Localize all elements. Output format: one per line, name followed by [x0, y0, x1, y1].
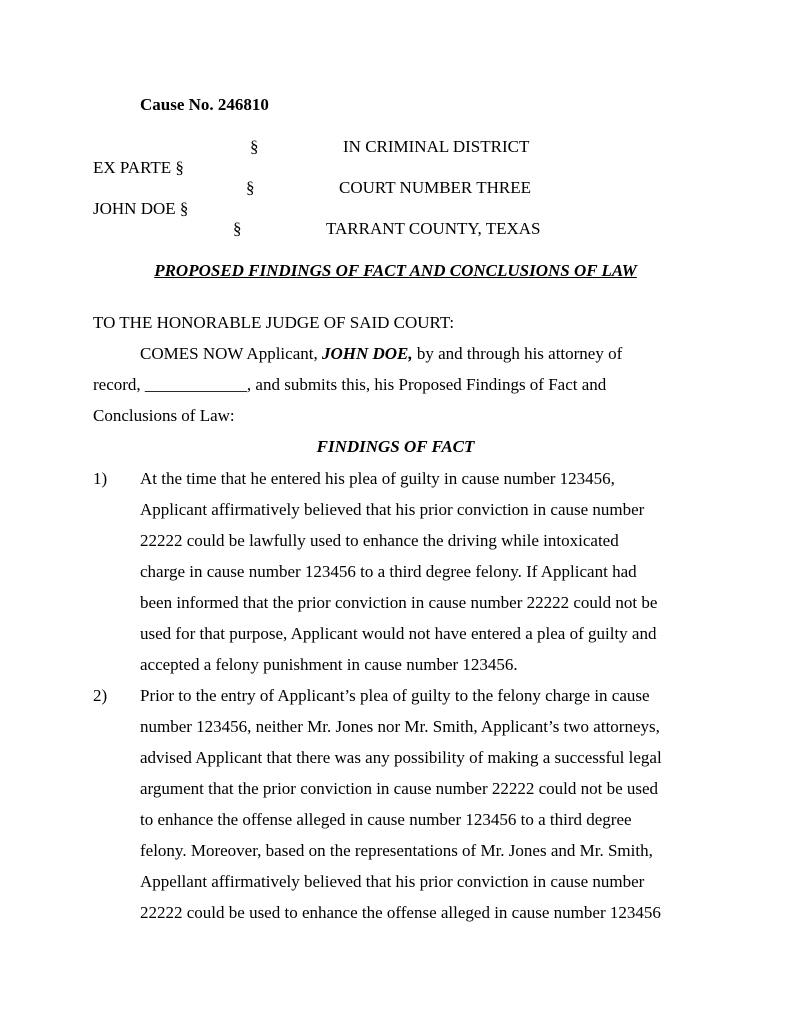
section-sign: § [246, 178, 255, 197]
caption-court-line-2: COURT NUMBER THREE [339, 178, 531, 197]
intro-text: by and through his attorney of [412, 344, 623, 363]
finding-line: argument that the prior conviction in cause number 22222 could not be used [140, 779, 659, 798]
finding-text [140, 463, 700, 680]
finding-line: to enhance the offense alleged in cause number 123456 to a third degree [140, 810, 632, 829]
finding-line: advised Applicant that there was any possibility of making a successful legal [140, 748, 662, 767]
finding-line: been informed that the prior conviction in cause number 22222 could not be [140, 593, 658, 612]
finding-line: Prior to the entry of Applicant’s plea of guilty to the felony charge in cause [140, 686, 650, 705]
caption-ex-parte [93, 158, 184, 178]
intro-text: COMES NOW Applicant, [140, 344, 322, 363]
cause-number: Cause No. 246810 [140, 95, 269, 114]
section-sign: § [233, 219, 242, 238]
finding-line: felony. Moreover, based on the representations of Mr. Jones and Mr. Smith, [140, 841, 653, 860]
finding-line: At the time that he entered his plea of guilty in cause number 123456, [140, 469, 615, 488]
section-sign: § [175, 158, 184, 177]
caption-party-name [93, 199, 188, 219]
caption-left-1: EX PARTE [93, 158, 172, 177]
section-sign: § [179, 199, 189, 218]
findings-heading: FINDINGS OF FACT [316, 437, 475, 456]
finding-line: accepted a felony punishment in cause number 123456. [140, 655, 518, 674]
finding-line: Appellant affirmatively believed that his prior conviction in cause number [140, 872, 645, 891]
finding-line: 22222 could be lawfully used to enhance the driving while intoxicated [140, 531, 619, 550]
intro-line-2: record, ____________, and submits this, his Proposed Findings of Fact and [93, 375, 607, 394]
document-title: PROPOSED FINDINGS OF FACT AND CONCLUSIONS OF LAW [154, 261, 637, 280]
intro-line-1 [140, 344, 622, 364]
caption-court-line-3: TARRANT COUNTY, TEXAS [326, 219, 541, 238]
applicant-name: JOHN DOE, [321, 344, 413, 363]
finding-line: number 123456, neither Mr. Jones nor Mr. Smith, Applicant’s two attorneys, [140, 717, 660, 736]
caption-left-2: JOHN DOE [93, 199, 176, 218]
section-sign: § [250, 137, 259, 156]
finding-number: 1) [93, 469, 108, 488]
finding-line: 22222 could be used to enhance the offense alleged in cause number 123456 [140, 903, 661, 922]
finding-line: Applicant affirmatively believed that his prior conviction in cause number [140, 500, 645, 519]
intro-line-3: Conclusions of Law: [93, 406, 235, 425]
finding-line: used for that purpose, Applicant would not have entered a plea of guilty and [140, 624, 657, 643]
finding-text [140, 680, 700, 928]
salutation: TO THE HONORABLE JUDGE OF SAID COURT: [93, 313, 455, 332]
finding-line: charge in cause number 123456 to a third degree felony. If Applicant had [140, 562, 637, 581]
caption-court-line-1: IN CRIMINAL DISTRICT [343, 137, 530, 156]
finding-number: 2) [93, 686, 108, 705]
